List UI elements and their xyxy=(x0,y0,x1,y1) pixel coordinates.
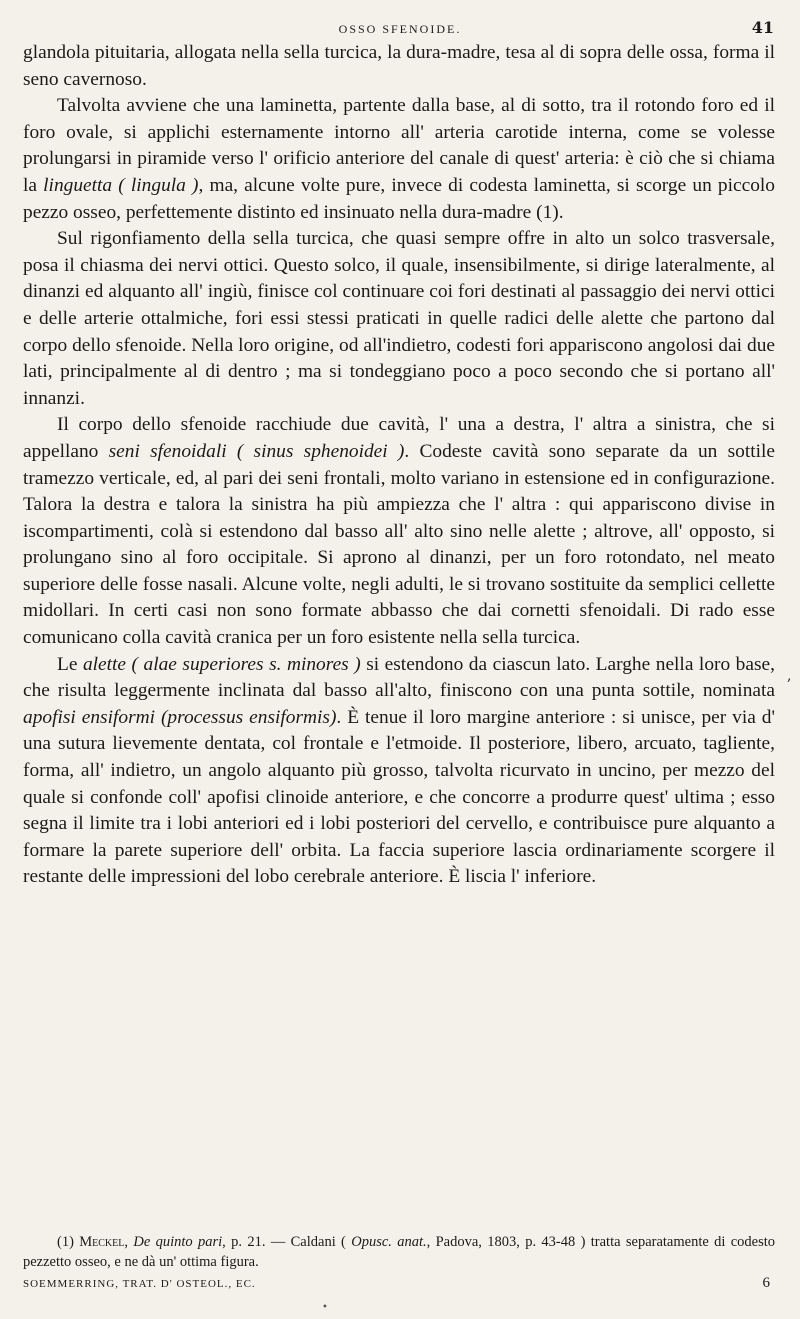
footnotes xyxy=(23,1232,775,1272)
italic-term: alette ( alae superiores s. minores ) xyxy=(82,653,361,675)
text-run: Il corpo dello sfenoide racchiude due cavità, l' una a destra, l' altra a sinistra, che si appellano xyxy=(23,414,775,462)
text-run: , ma, alcune volte pure, invece di codesta laminetta, si scorge un piccolo pezzo osseo, perfettemente distinto ed insinuato nella dura-madre (1). xyxy=(23,174,776,223)
paragraph xyxy=(23,652,775,891)
text-run: , xyxy=(124,1234,134,1250)
running-head xyxy=(0,18,800,40)
text-run: glandola pituitaria, allogata nella sella turcica, la dura-madre, tesa al di sopra delle ossa, forma il seno cavernoso. xyxy=(23,42,775,90)
signature-text: SOEMMERRING, TRAT. D' OSTEOL., EC. xyxy=(23,1278,256,1290)
italic-term: apofisi ensiformi (processus ensiformis) xyxy=(23,706,337,728)
paragraph xyxy=(23,93,775,226)
paragraph xyxy=(23,40,775,93)
text-run: , p. 21. — Caldani ( xyxy=(222,1234,352,1250)
paragraph xyxy=(23,226,775,412)
text-run: Talvolta avviene che una laminetta, partente dalla base, al di sotto, tra il rotondo foro ed il foro ovale, si applichi esternamente intorno all' arteria carotide interna, come se volesse prolungarsi in piramide verso l' orificio anteriore del canale di quest' arteria: è ciò che si chiama la xyxy=(23,95,775,196)
running-title: OSSO SFENOIDE. xyxy=(338,22,462,36)
italic-term: De quinto pari xyxy=(133,1234,223,1250)
footnote-marker: (1) xyxy=(57,1234,74,1250)
italic-term: seni sfenoidali ( sinus sphenoidei ) xyxy=(108,440,405,462)
text-run: . È tenue il loro margine anteriore : si unisce, per via d' una sutura lievemente dentata, col frontale e l'etmoide. Il posteriore, libero, arcuato, tagliente, forma, all' indietro, un angolo alquanto più grosso, talvolta ricurvato in uncino, per mezzo del quale si confonde coll' apofisi clinoide anteriore, e che concorre a produrre quest' ultima ; esso segna il limite tra i lobi anteriori ed i lobi posteriori del cervello, e contribuisce pure alquanto a formare la parete superiore dell' orbita. La faccia superiore lascia ordinariamente scorgere il restante delle impressioni del lobo cerebrale anteriore. È liscia l' inferiore. xyxy=(23,706,775,888)
text-run: Le xyxy=(57,653,83,675)
text-run: . Codeste cavità sono separate da un sottile tramezzo verticale, ed, al pari dei seni frontali, molto variano in estensione ed in configurazione. Talora la destra e talora la sinistra ha più ampiezza che l' altra : qui appariscono divise in iscompartimenti, colà si estendono dal basso all' alto sino nelle alette ; altrove, all' opposto, si prolungano sino al foro occipitale. Si aprono al dinanzi, per un foro rotondato, nel meato superiore delle fosse nasali. Alcune volte, negli adulti, le si trovano sostituite da semplici cellette midollari. In certi casi non sono formate abbasso che dai cornetti sfenoidali. Di rado esse comunicano colla cavità cranica per un foro esistente nella sella turcica. xyxy=(23,440,775,649)
margin-mark: , xyxy=(787,668,792,684)
footnote-author: Meckel xyxy=(79,1234,125,1250)
italic-term: linguetta ( lingula ) xyxy=(43,174,199,196)
text-run: Sul rigonfiamento della sella turcica, che quasi sempre offre in alto un solco trasversale, posa il chiasma dei nervi ottici. Questo solco, il quale, insensibilmente, si dirige lateralmente, al dinanzi ed alquanto all' ingiù, finisce col continuare coi fori destinati al passaggio dei nervi ottici e delle arterie ottalmiche, fori essi stessi praticati in quelle radici delle alette che partono dal corpo dello sfenoide. Nella loro origine, od all'indietro, codesti fori appariscono angolosi dai due lati, principalmente al di dentro ; ma si tondeggiano poco a poco secondo che si portano all' innanzi. xyxy=(23,228,775,409)
italic-term: Opusc. anat. xyxy=(351,1234,427,1250)
stray-mark: • xyxy=(322,1302,328,1313)
signature-mark: 6 xyxy=(762,1275,771,1291)
text-run: , Padova, 1803, p. 43-48 ) tratta separatamente di codesto pezzetto osseo, e ne dà un' ottima figura. xyxy=(23,1234,776,1270)
page-number: 41 xyxy=(751,18,774,37)
text-run: si estendono da ciascun lato. Larghe nella loro base, che risulta leggermente inclinata dal basso all'alto, finiscono con una punta sottile, nominata xyxy=(23,653,775,702)
body-text xyxy=(23,40,775,891)
footnote-text xyxy=(23,1234,775,1270)
footnote xyxy=(23,1232,775,1272)
printer-signature xyxy=(23,1275,775,1291)
paragraph xyxy=(23,412,775,651)
